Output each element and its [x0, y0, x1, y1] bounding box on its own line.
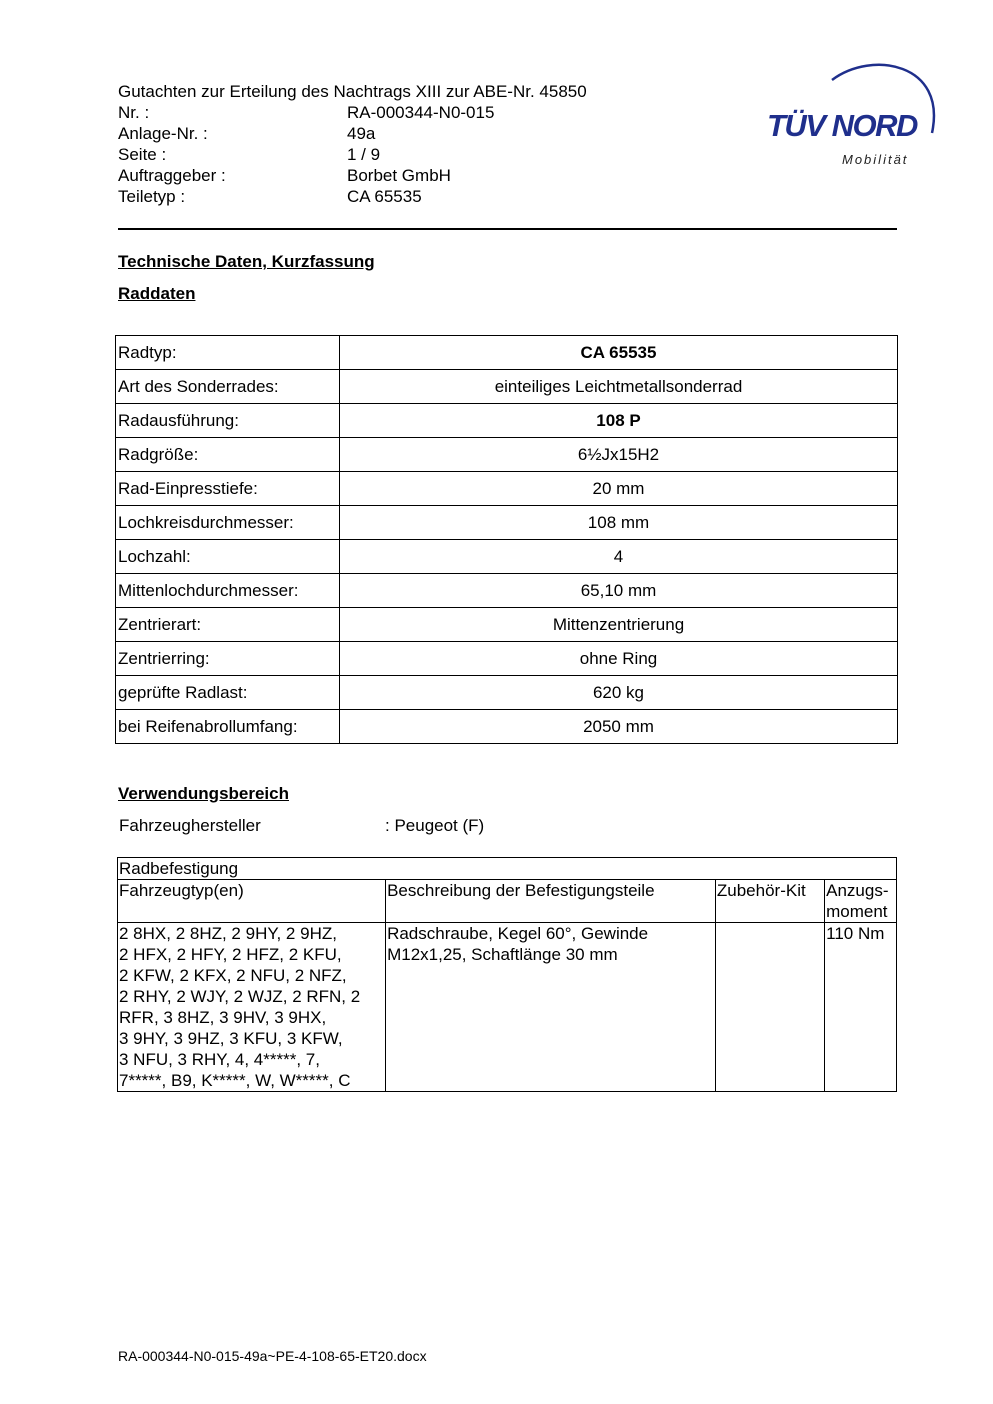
- table-row: [116, 404, 898, 438]
- fahrzeugtyp-line: 7*****, B9, K*****, W, W*****, C: [119, 1071, 351, 1090]
- zubehoer-kit-cell: [715, 923, 824, 1092]
- header-key: Anlage-Nr. :: [118, 124, 208, 143]
- beschreibung-line: Radschraube, Kegel 60°, Gewinde: [387, 924, 649, 943]
- row-value: einteiliges Leichtmetallsonderrad: [340, 370, 898, 404]
- row-value: Mittenzentrierung: [340, 608, 898, 642]
- raddaten-table: [115, 335, 898, 744]
- row-value: 108 mm: [340, 506, 898, 540]
- row-label: Mittenlochdurchmesser:: [116, 574, 340, 608]
- row-value: ohne Ring: [340, 642, 898, 676]
- fahrzeugtyp-line: 2 RHY, 2 WJY, 2 WJZ, 2 RFN, 2: [119, 987, 361, 1006]
- radbefestigung-table: [117, 857, 897, 1092]
- row-label: Radtyp:: [116, 336, 340, 370]
- table-row: [116, 540, 898, 574]
- header-key: Nr. :: [118, 103, 150, 122]
- fahrzeugtyp-line: 2 8HX, 2 8HZ, 2 9HY, 2 9HZ,: [119, 924, 337, 943]
- header-key: Seite :: [118, 145, 167, 164]
- table-row: [116, 574, 898, 608]
- row-label: Rad-Einpresstiefe:: [116, 472, 340, 506]
- header-row-nr: [118, 102, 494, 123]
- fahrzeugtyp-line: 3 9HY, 3 9HZ, 3 KFU, 3 KFW,: [119, 1029, 343, 1048]
- column-header-fahrzeugtypen: Fahrzeugtyp(en): [118, 880, 386, 923]
- column-header-line: Anzugs-: [826, 881, 889, 900]
- table-row: [116, 506, 898, 540]
- header-divider: [118, 228, 897, 230]
- fahrzeugtyp-line: 3 NFU, 3 RHY, 4, 4*****, 7,: [119, 1050, 320, 1069]
- table-row: [116, 472, 898, 506]
- tuev-nord-logo: [762, 58, 942, 170]
- section-heading-raddaten: Raddaten: [118, 284, 196, 303]
- header-row-anlage: [118, 123, 494, 144]
- row-label: Art des Sonderrades:: [116, 370, 340, 404]
- header-value: Borbet GmbH: [347, 166, 451, 185]
- column-header-line: moment: [826, 902, 888, 921]
- table-header-row: [118, 880, 897, 923]
- fahrzeugtyp-line: RFR, 3 8HZ, 3 9HV, 3 9HX,: [119, 1008, 327, 1027]
- anzugsmoment-cell: 110 Nm: [825, 923, 897, 1092]
- row-label: Lochkreisdurchmesser:: [116, 506, 340, 540]
- header-key: Teiletyp :: [118, 187, 186, 206]
- table-row: [116, 642, 898, 676]
- beschreibung-line: M12x1,25, Schaftlänge 30 mm: [387, 945, 618, 964]
- fahrzeugtyp-line: 2 KFW, 2 KFX, 2 NFU, 2 NFZ,: [119, 966, 347, 985]
- table-title-row: [118, 858, 897, 880]
- row-label: Radgröße:: [116, 438, 340, 472]
- fahrzeugtyp-line: 2 HFX, 2 HFY, 2 HFZ, 2 KFU,: [119, 945, 342, 964]
- fahrzeughersteller-value: : Peugeot (F): [385, 816, 485, 835]
- row-label: geprüfte Radlast:: [116, 676, 340, 710]
- logo-wordmark: TÜV NORD: [767, 108, 917, 143]
- header-row-seite: [118, 144, 494, 165]
- section-heading-verwendungsbereich: Verwendungsbereich: [118, 784, 289, 803]
- header-value: RA-000344-N0-015: [347, 103, 495, 122]
- row-value: 20 mm: [340, 472, 898, 506]
- fahrzeugtypen-cell: [118, 923, 386, 1092]
- radbefestigung-title: Radbefestigung: [118, 858, 897, 880]
- table-row: [118, 923, 897, 1092]
- row-label: Lochzahl:: [116, 540, 340, 574]
- row-value: 620 kg: [340, 676, 898, 710]
- table-row: [116, 336, 898, 370]
- section-heading-technische-daten: Technische Daten, Kurzfassung: [118, 252, 375, 271]
- row-label: Radausführung:: [116, 404, 340, 438]
- table-row: [116, 608, 898, 642]
- row-label: bei Reifenabrollumfang:: [116, 710, 340, 744]
- header-row-teiletyp: [118, 186, 494, 207]
- row-value: 65,10 mm: [340, 574, 898, 608]
- beschreibung-cell: [386, 923, 716, 1092]
- row-value: 108 P: [340, 404, 898, 438]
- header-value: CA 65535: [347, 187, 422, 206]
- column-header-anzugsmoment: [825, 880, 897, 923]
- row-label: Zentrierart:: [116, 608, 340, 642]
- footer-filename: RA-000344-N0-015-49a~PE-4-108-65-ET20.docx: [118, 1348, 427, 1364]
- row-value: CA 65535: [340, 336, 898, 370]
- header-metadata: [118, 102, 494, 207]
- fahrzeughersteller-label: Fahrzeughersteller: [119, 816, 261, 835]
- logo-subtitle: Mobilität: [842, 152, 909, 167]
- header-row-auftraggeber: [118, 165, 494, 186]
- document-title: Gutachten zur Erteilung des Nachtrags XIII zur ABE-Nr. 45850: [118, 82, 587, 101]
- table-row: [116, 438, 898, 472]
- table-row: [116, 370, 898, 404]
- row-value: 2050 mm: [340, 710, 898, 744]
- row-label: Zentrierring:: [116, 642, 340, 676]
- header-value: 1 / 9: [347, 145, 381, 164]
- row-value: 6½Jx15H2: [340, 438, 898, 472]
- header-key: Auftraggeber :: [118, 166, 226, 185]
- row-value: 4: [340, 540, 898, 574]
- column-header-beschreibung: Beschreibung der Befestigungsteile: [386, 880, 716, 923]
- table-row: [116, 710, 898, 744]
- table-row: [116, 676, 898, 710]
- column-header-zubehoer-kit: Zubehör-Kit: [715, 880, 824, 923]
- header-value: 49a: [347, 124, 376, 143]
